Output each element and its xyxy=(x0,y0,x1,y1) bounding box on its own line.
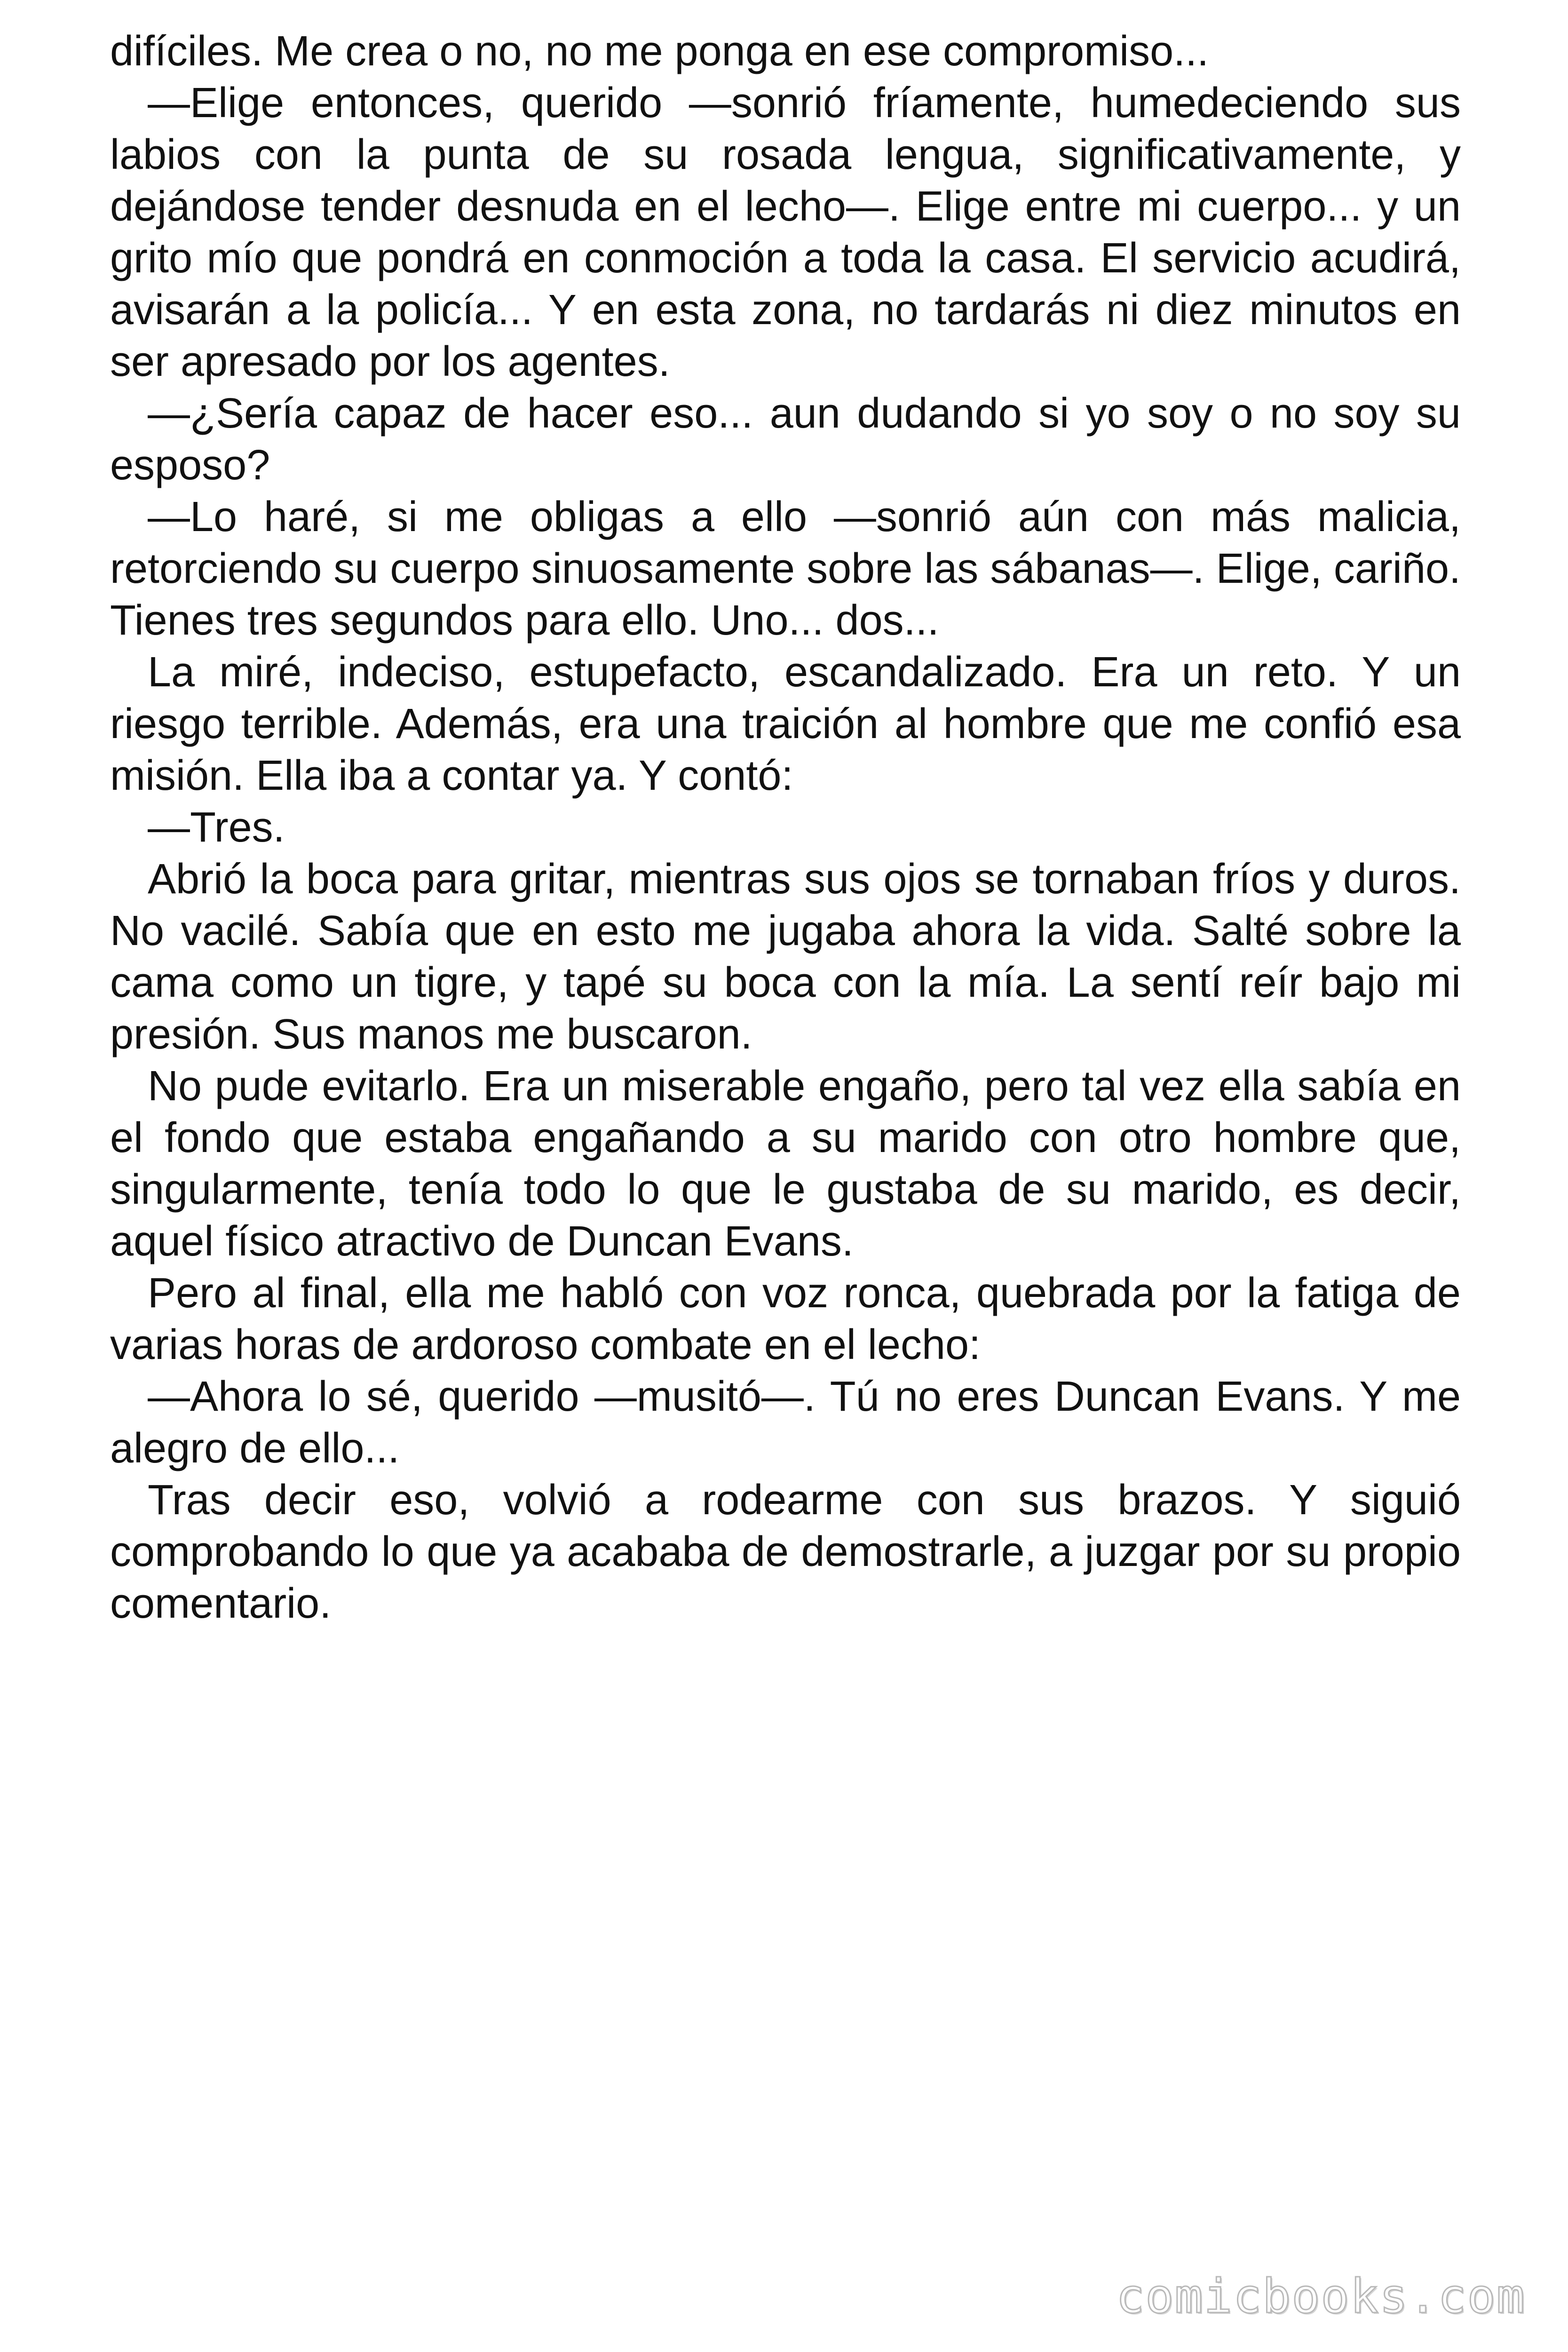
paragraph: —¿Sería capaz de hacer eso... aun dudando si yo soy o no soy su esposo? xyxy=(110,390,1461,489)
paragraph: —Tres. xyxy=(148,804,285,851)
watermark: comicbooks.com xyxy=(1116,2269,1526,2324)
paragraph: No pude evitarlo. Era un miserable engaño, pero tal vez ella sabía en el fondo que estaba engañando a su marido con otro hombre que, singularmente, tenía todo lo que le gustaba de su marido, es decir, aquel físico atractivo de Duncan Evans. xyxy=(110,1063,1461,1265)
paragraph: —Lo haré, si me obligas a ello —sonrió aún con más malicia, retorciendo su cuerpo sinuosamente sobre las sábanas—. Elige, cariño. Tienes tres segundos para ello. Uno... dos... xyxy=(110,493,1461,644)
paragraph: Tras decir eso, volvió a rodearme con sus brazos. Y siguió comprobando lo que ya acababa de demostrarle, a juzgar por su propio comentario. xyxy=(110,1477,1461,1627)
paragraph: —Ahora lo sé, querido —musitó—. Tú no eres Duncan Evans. Y me alegro de ello... xyxy=(110,1373,1461,1472)
paragraph: La miré, indeciso, estupefacto, escandalizado. Era un reto. Y un riesgo terrible. Además, era una traición al hombre que me confió esa misión. Ella iba a contar ya. Y contó: xyxy=(110,649,1461,799)
paragraph: Abrió la boca para gritar, mientras sus ojos se tornaban fríos y duros. No vacilé. Sabía que en esto me jugaba ahora la vida. Salté sobre la cama como un tigre, y tapé su boca con la mía. La sentí reír bajo mi presión. Sus manos me buscaron. xyxy=(110,856,1461,1058)
document-page xyxy=(110,25,1461,1629)
paragraph: difíciles. Me crea o no, no me ponga en ese compromiso... xyxy=(110,28,1209,75)
paragraph: Pero al final, ella me habló con voz ronca, quebrada por la fatiga de varias horas de ardoroso combate en el lecho: xyxy=(110,1270,1461,1368)
paragraph: —Elige entonces, querido —sonrió fríamente, humedeciendo sus labios con la punta de su rosada lengua, significativamente, y dejándose tender desnuda en el lecho—. Elige entre mi cuerpo... y un grito mío que pondrá en conmoción a toda la casa. El servicio acudirá, avisarán a la policía... Y en esta zona, no tardarás ni diez minutos en ser apresado por los agentes. xyxy=(110,79,1461,385)
